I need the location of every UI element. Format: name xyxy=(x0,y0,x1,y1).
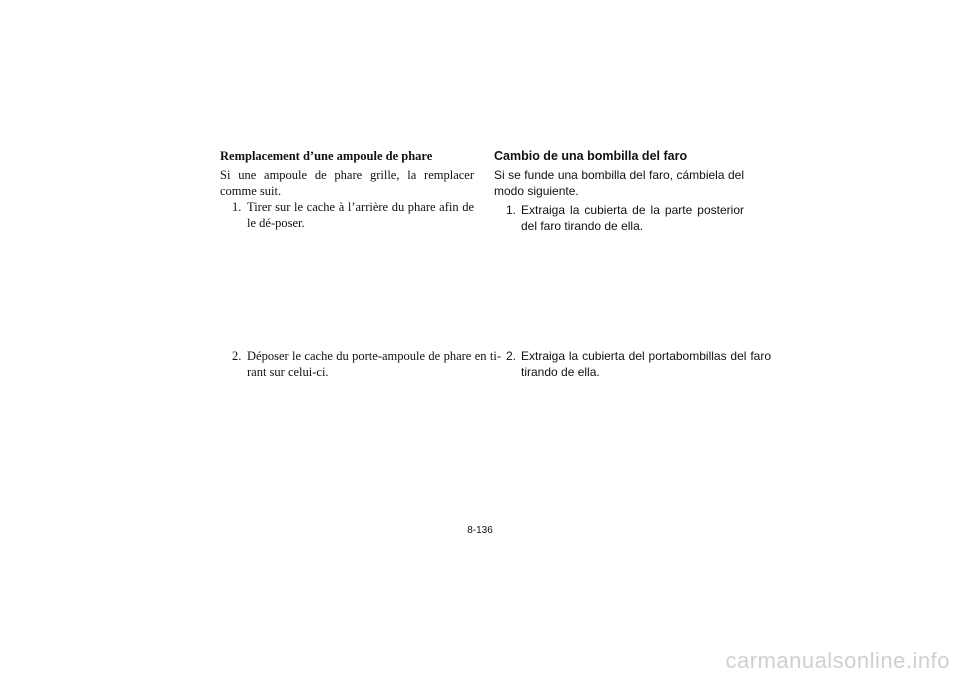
spanish-step-1-text: Extraiga la cubierta de la parte posterior del faro tirando de ella. xyxy=(521,203,744,233)
french-heading: Remplacement d’une ampoule de phare xyxy=(220,149,433,163)
french-step-1-text: Tirer sur le cache à l’arrière du phare afin de le dé-poser. xyxy=(247,200,474,230)
french-step-1 xyxy=(220,199,474,231)
spanish-step-1-number: 1. xyxy=(506,203,517,217)
spanish-heading: Cambio de una bombilla del faro xyxy=(494,149,688,163)
page-number: 8-136 xyxy=(467,525,493,536)
spanish-step-2-text: Extraiga la cubierta del portabombillas del faro tirando de ella. xyxy=(521,349,771,379)
french-step-1-number: 1. xyxy=(232,200,242,214)
french-intro: Si une ampoule de phare grille, la remplacer comme suit. xyxy=(220,168,474,198)
french-step-2-number: 2. xyxy=(232,349,242,363)
spanish-step-1 xyxy=(494,202,744,234)
spanish-step-2-number: 2. xyxy=(506,349,517,363)
french-step-2-text: Déposer le cache du porte-ampoule de phare en ti-rant sur celui-ci. xyxy=(247,349,501,379)
french-column xyxy=(220,148,474,231)
french-step-2 xyxy=(220,348,501,380)
watermark: carmanualsonline.info xyxy=(725,648,950,673)
spanish-step-2 xyxy=(494,348,771,380)
spanish-column xyxy=(494,148,744,234)
spanish-intro: Si se funde una bombilla del faro, cámbiela del modo siguiente. xyxy=(494,168,744,198)
